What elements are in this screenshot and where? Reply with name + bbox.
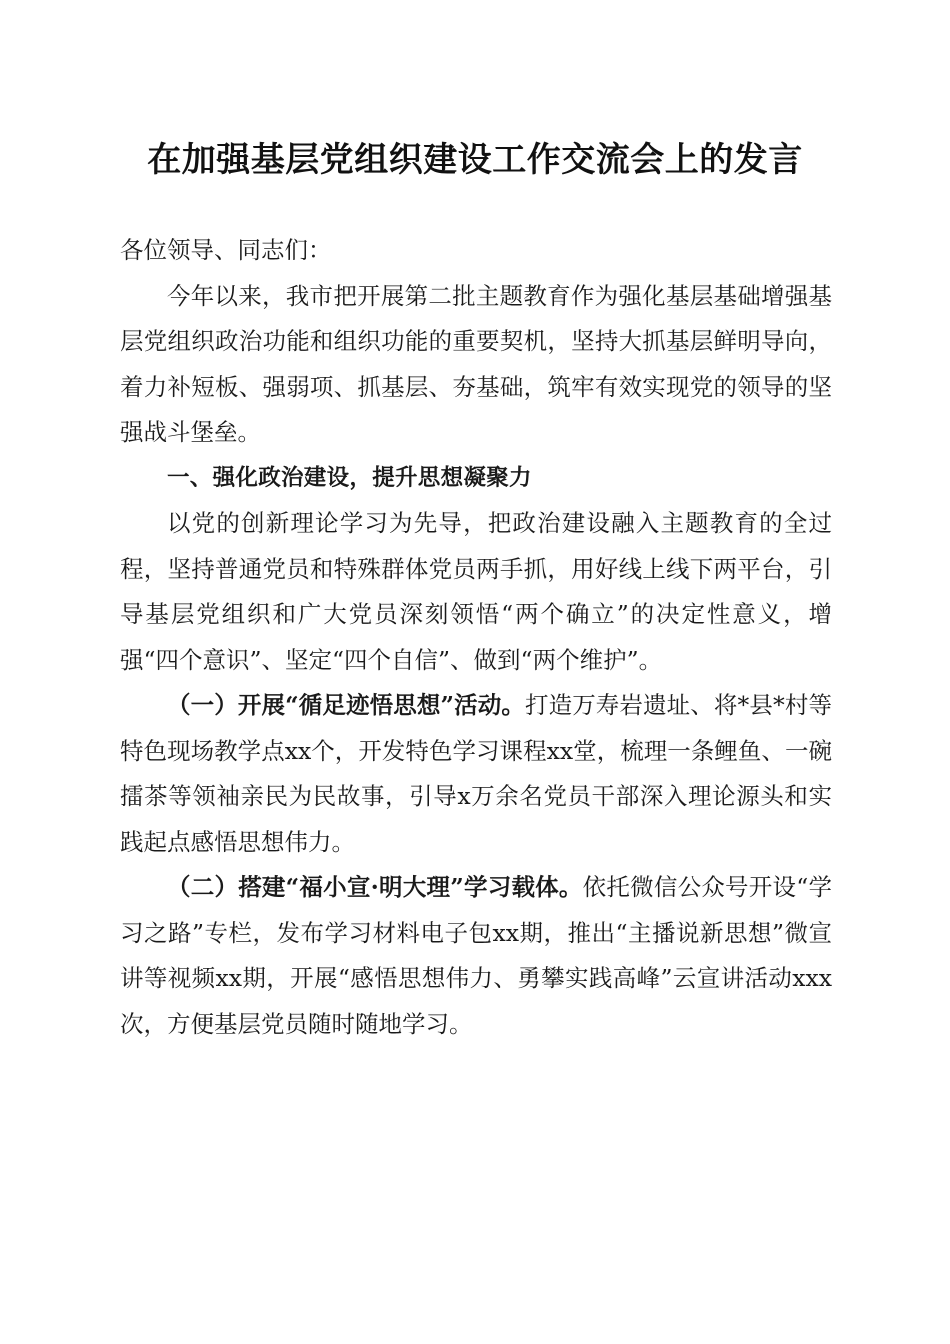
document-title: 在加强基层党组织建设工作交流会上的发言 — [147, 140, 803, 180]
sub-heading: （一）开展“循足迹悟思想”活动。 — [167, 691, 525, 719]
list-item — [120, 865, 832, 1047]
intro-paragraph: 今年以来，我市把开展第二批主题教育作为强化基层基础增强基层党组织政治功能和组织功能的重要契机，坚持大抓基层鲜明导向，着力补短板、强弱项、抓基层、夯基础，筑牢有效实现党的领导的坚强战斗堡垒。 — [120, 281, 832, 446]
sub-item-text: 打造万寿岩遗址、将*县*村等特色现场教学点xx个，开发特色学习课程xx堂，梳理一条鲤鱼、一碗擂茶等领袖亲民为民故事，引导x万余名党员干部深入理论源头和实践起点感悟思想伟力。 — [120, 691, 833, 856]
section-heading: 一、强化政治建设，提升思想凝聚力 — [167, 464, 532, 491]
sub-heading: （二）搭建“福小宣·明大理”学习载体。 — [167, 873, 583, 901]
salutation: 各位领导、同志们： — [120, 236, 332, 264]
section-paragraph: 以党的创新理论学习为先导，把政治建设融入主题教育的全过程，坚持普通党员和特殊群体党员两手抓，用好线上线下两平台，引导基层党组织和广大党员深刻领悟“两个确立”的决定性意义，增强“四个意识”、坚定“四个自信”、做到“两个维护”。 — [120, 509, 832, 674]
document-body — [120, 228, 832, 1047]
list-item — [120, 683, 832, 865]
sub-item-text: 依托微信公众号开设“学习之路”专栏，发布学习材料电子包xx期，推出“主播说新思想”微宣讲等视频xx期，开展“感悟思想伟力、勇攀实践高峰”云宣讲活动xxx次，方便基层党员随时随地学习。 — [120, 873, 833, 1038]
